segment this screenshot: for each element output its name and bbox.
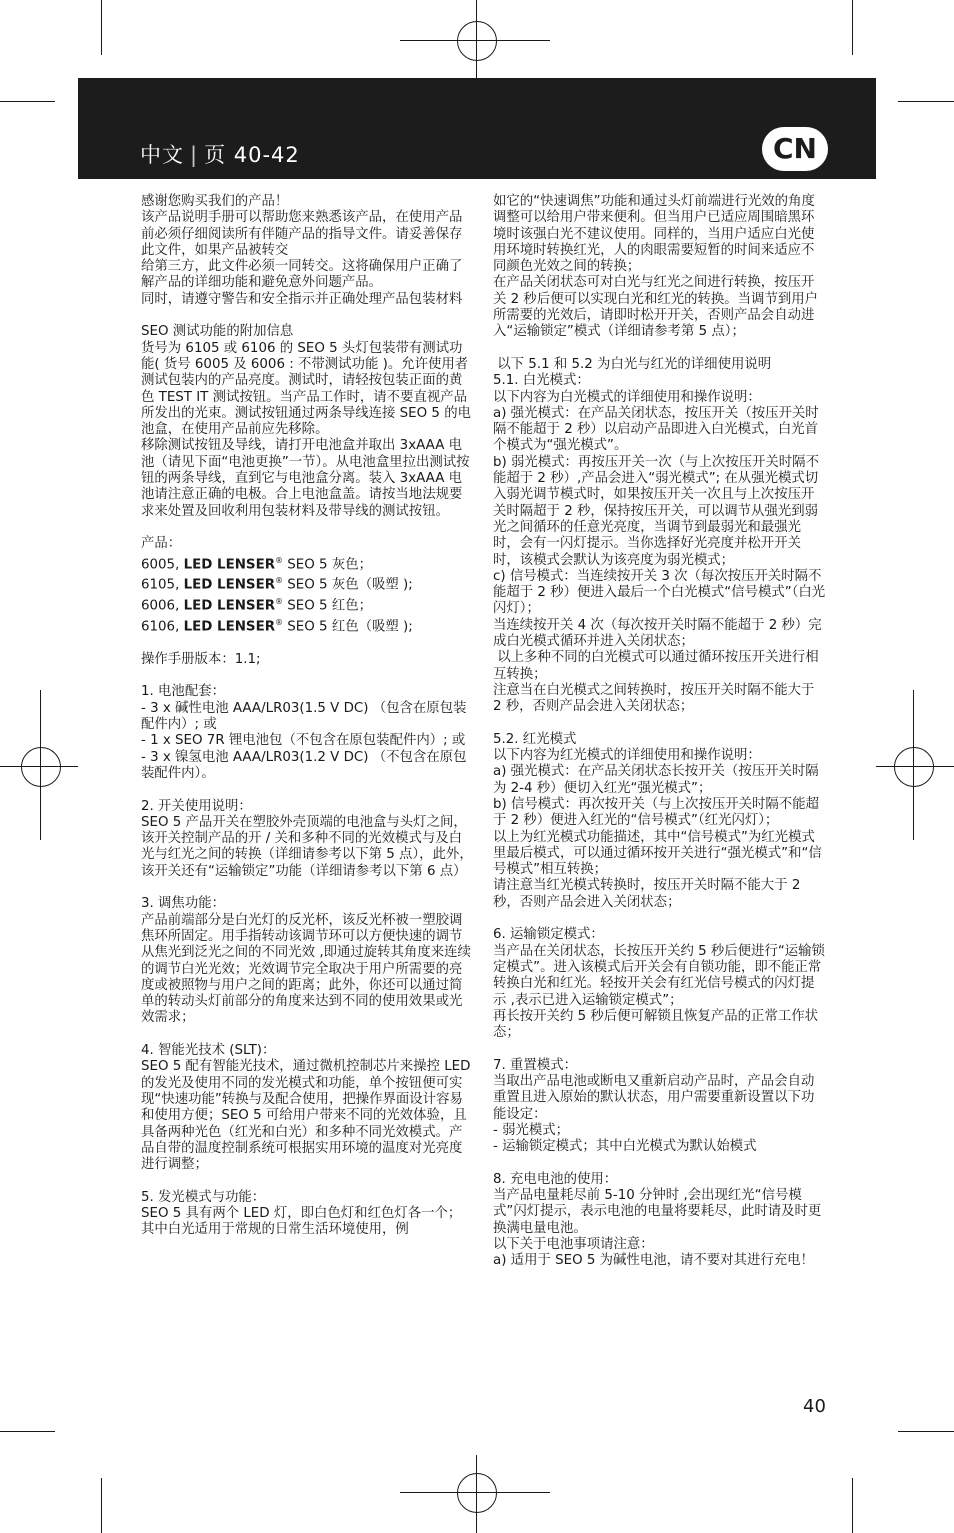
paragraph: 以下内容为白光模式的详细使用和操作说明： <box>493 389 761 405</box>
paragraph: 其中白光适用于常规的日常生活环境使用，例 <box>141 1222 409 1238</box>
paragraph: 2. 开关使用说明： <box>141 798 252 814</box>
product-number: 6106, <box>141 619 184 635</box>
paragraph-gap <box>141 636 475 652</box>
paragraph: - 弱光模式； <box>493 1122 570 1138</box>
paragraph: 该产品说明手册可以帮助您来熟悉该产品，在使用产品前必须仔细阅读所有伴随产品的指导文件。请妥善保存此文件，如果产品被转交 <box>141 210 463 258</box>
paragraph: 以下 5.1 和 5.2 为白光与红光的详细使用说明 <box>493 356 772 372</box>
paragraph: - 1 x SEO 7R 锂电池包（不包含在原包装配件内）; 或 <box>141 733 466 749</box>
product-number: 6006, <box>141 598 184 614</box>
paragraph: 如它的“快速调焦”功能和通过头灯前端进行光效的角度调整可以给用户带来便利。但当用户已适应周围暗黑环境时该强白光不建议使用。同样的，当用户适应白光使用环境时转换红光，人的肉眼需要短暂的时间来适应不同颜色光效之间的转换； <box>493 194 815 275</box>
registration-circle <box>457 21 497 61</box>
registered-mark: ® <box>275 576 284 586</box>
header-lang: 中文 <box>140 143 184 167</box>
product-description: SEO 5 红色； <box>283 598 373 614</box>
product-line <box>141 615 475 636</box>
paragraph: SEO 5 配有智能光技术，通过微机控制芯片来操控 LED 的发光及使用不同的发光模式和功能，单个按钮便可实现“快速功能”转换与及配合使用，把操作界面设计容易和使用方便；SEO 5 可给用户带来不同的光效体验，且具备两种光色（红光和白光）和多种不同光效模式。产品自带的温度控制系统可根据实用环境的温度对光亮度进行调整； <box>141 1059 475 1173</box>
paragraph: 货号为 6105 或 6106 的 SEO 5 头灯包装带有测试功能( 货号 6005 及 6006 : 不带测试功能 )。允许使用者测试包装内的产品亮度。测试时，请轻按包装正面的黄色 TEST IT 测试按钮。当产品工作时，请不要直视产品所发出的光束。测试按钮通过两条导线连接 SEO 5 的电池盒，在使用产品前应先移除。 <box>141 340 471 438</box>
product-brand: LED LENSER <box>183 557 276 572</box>
paragraph-gap <box>493 716 827 732</box>
paragraph: 5. 发光模式与功能： <box>141 1189 266 1205</box>
paragraph: 5.1. 白光模式： <box>493 373 590 389</box>
paragraph: 再长按开关约 5 秒后便可解锁且恢复产品的正常工作状态； <box>493 1008 819 1041</box>
crop-mark <box>898 101 954 102</box>
paragraph: 同时，请遵守警告和安全指示并正确处理产品包装材料 <box>141 291 463 307</box>
product-description: SEO 5 红色（吸塑 ); <box>283 619 413 635</box>
paragraph-gap <box>141 668 475 684</box>
paragraph: 以下内容为红光模式的详细使用和操作说明： <box>493 748 761 764</box>
paragraph: 请注意当红光模式转换时，按压开关时隔不能大于 2 秒，否则产品会进入关闭状态； <box>493 878 805 910</box>
paragraph: 产品前端部分是白光灯的反光杯，该反光杯被一塑胶调焦环所固定。用手指转动该调节环可以方便快速的调节从焦光到泛光之间的不同光效 ,即通过旋转其角度来连续的调节白光光效；光效调节完全取决于用户所需要的亮度或被照物与用户之间的距离；此外，你还可以通过简单的转动头灯前部分的角度来达到不同的使用效果或光效需求； <box>141 912 471 1026</box>
paragraph: 5.2. 红光模式 <box>493 731 577 747</box>
crop-mark <box>0 1431 55 1432</box>
paragraph: 以上多种不同的白光模式可以通过循环按压开关进行相互转换； <box>493 650 819 682</box>
left-text-column <box>141 194 475 1239</box>
header-title <box>140 139 300 169</box>
crop-mark <box>852 0 853 55</box>
paragraph: - 3 x 镍氢电池 AAA/LR03(1.2 V DC) （不包含在原包装配件内）。 <box>141 749 467 781</box>
paragraph-gap <box>141 782 475 798</box>
paragraph: b) 信号模式：再次按开关（与上次按压开关时隔不能超于 2 秒）便进入红光的“信号模式”（红光闪灯）； <box>493 796 819 829</box>
crop-mark <box>898 1431 954 1432</box>
paragraph: 当产品在关闭状态，长按压开关约 5 秒后便进行“运输锁定模式”。进入该模式后开关会有自锁功能，即不能正常转换白光和红光。轻按开关会有红光信号模式的闪灯提示 ,表示已进入运输锁定模式”； <box>493 943 825 1008</box>
registered-mark: ® <box>275 617 284 627</box>
product-description: SEO 5 灰色（吸塑 ); <box>283 577 413 593</box>
paragraph: c) 信号模式：当连续按开关 3 次（每次按压开关时隔不能超于 2 秒）便进入最后一个白光模式“信号模式”（白光闪灯）； <box>493 568 826 617</box>
registered-mark: ® <box>275 555 284 565</box>
paragraph: 8. 充电电池的使用： <box>493 1171 618 1187</box>
paragraph: 1. 电池配套： <box>141 684 225 700</box>
product-brand: LED LENSER <box>183 598 276 614</box>
paragraph-gap <box>141 308 475 324</box>
paragraph: a) 强光模式：在产品关闭状态长按开关（按压开关时隔为 2-4 秒）便切入红光“强光模式”； <box>493 764 819 796</box>
paragraph: 给第三方，此文件必须一同转交。这将确保用户正确了解产品的详细功能和避免意外问题产品。 <box>141 259 463 291</box>
product-line <box>141 553 475 574</box>
paragraph: 以上为红光模式功能描述，其中“信号模式”为红光模式里最后模式，可以通过循环按开关进行“强光模式”和“信号模式”相互转换； <box>493 829 822 878</box>
paragraph-gap <box>493 1041 827 1057</box>
product-line <box>141 594 475 615</box>
crop-mark <box>0 101 55 102</box>
paragraph: 操作手册版本：1.1; <box>141 651 261 667</box>
paragraph: 注意当在白光模式之间转换时，按压开关时隔不能大于 2 秒，否则产品会进入关闭状态； <box>493 682 819 715</box>
header-separator: | <box>190 143 199 167</box>
paragraph: 在产品关闭状态可对白光与红光之间进行转换，按压开关 2 秒后便可以实现白光和红光的转换。当调节到用户所需要的光效后，请即时松开开关，否则产品会自动进入“运输锁定”模式（详细请参考第 5 点）； <box>493 275 819 340</box>
paragraph: - 3 x 碱性电池 AAA/LR03(1.5 V DC) （包含在原包装配件内）; 或 <box>141 700 467 733</box>
language-badge: CN <box>762 127 828 171</box>
paragraph: 当产品电量耗尽前 5-10 分钟时 ,会出现红光“信号模式”闪灯提示，表示电池的电量将要耗尽，此时请及时更换满电量电池。 <box>493 1188 822 1236</box>
paragraph-gap <box>493 1156 827 1172</box>
paragraph: 以下关于电池事项请注意： <box>493 1237 654 1252</box>
paragraph: 4. 智能光技术 (SLT)： <box>141 1043 276 1059</box>
paragraph-gap <box>141 1027 475 1043</box>
paragraph-gap <box>141 520 475 536</box>
paragraph-gap <box>493 911 827 927</box>
product-line <box>141 573 475 594</box>
paragraph: SEO 5 产品开关在塑胶外壳顶端的电池盒与头灯之间，该开关控制产品的开 / 关和多种不同的光效模式与及白光与红光之间的转换（详细请参考以下第 5 点），此外，该开关还有“运输锁定”功能（详细请参考以下第 6 点） <box>141 814 473 879</box>
paragraph-gap <box>141 880 475 896</box>
paragraph: b) 弱光模式：再按压开关一次（与上次按压开关时隔不能超于 2 秒）,产品会进入“弱光模式”; 在从强光模式切入弱光调节模式时，如果按压开关一次且与上次按压开关时隔超于 2 秒，保持按压开关，可以调节从强光到弱光之间循环的任意光亮度，当调节到最弱光和最强光时，会有一闪灯提示。当你选择好光亮度并松开开关时，该模式会默认为该亮度为弱光模式； <box>493 454 819 568</box>
crop-mark <box>852 1478 853 1533</box>
product-number: 6105, <box>141 577 184 593</box>
paragraph: 当取出产品电池或断电又重新启动产品时，产品会自动重置且进入原始的默认状态，用户需要重新设置以下功能设定： <box>493 1074 815 1122</box>
product-number: 6005, <box>141 557 184 572</box>
registration-circle <box>21 747 61 787</box>
page-number: 40 <box>803 1396 826 1417</box>
registered-mark: ® <box>275 597 284 607</box>
paragraph-gap <box>141 1173 475 1189</box>
paragraph: SEO 5 具有两个 LED 灯，即白色灯和红色灯各一个； <box>141 1205 462 1221</box>
paragraph-gap <box>493 341 827 357</box>
paragraph: 6. 运输锁定模式： <box>493 927 604 943</box>
crop-mark <box>101 0 102 55</box>
paragraph: a) 强光模式：在产品关闭状态，按压开关（按压开关时隔不能超于 2 秒）以启动产品即进入白光模式，白光首个模式为“强光模式”。 <box>493 405 819 454</box>
product-brand: LED LENSER <box>183 619 276 635</box>
header-pages: 页 40-42 <box>204 143 300 167</box>
paragraph: 移除测试按钮及导线，请打开电池盒并取出 3xAAA 电池（请见下面“电池更换”一节）。从电池盒里拉出测试按钮的两条导线，直到它与电池盒分离。装入 3xAAA 电池请注意正确的电极。合上电池盒盖。请按当地法规要求来处置及回收利用包装材料及带导线的测试按钮。 <box>141 438 470 519</box>
paragraph: 3. 调焦功能： <box>141 896 225 912</box>
registration-circle <box>894 747 934 787</box>
registration-circle <box>457 1473 497 1513</box>
product-description: SEO 5 灰色； <box>283 557 373 572</box>
paragraph: - 运输锁定模式；其中白光模式为默认始模式 <box>493 1139 757 1155</box>
paragraph: a) 适用于 SEO 5 为碱性电池，请不要对其进行充电！ <box>493 1253 814 1269</box>
paragraph: 感谢您购买我们的产品！ <box>141 194 289 209</box>
product-brand: LED LENSER <box>183 577 276 593</box>
paragraph: 当连续按开关 4 次（每次按开关时隔不能超于 2 秒）完成白光模式循环并进入关闭状态； <box>493 617 822 650</box>
header-band <box>78 78 876 179</box>
paragraph: 产品： <box>141 536 182 552</box>
crop-mark <box>101 1478 102 1533</box>
right-text-column <box>493 194 827 1270</box>
paragraph: SEO 测试功能的附加信息 <box>141 324 294 340</box>
paragraph: 7. 重置模式： <box>493 1057 577 1073</box>
